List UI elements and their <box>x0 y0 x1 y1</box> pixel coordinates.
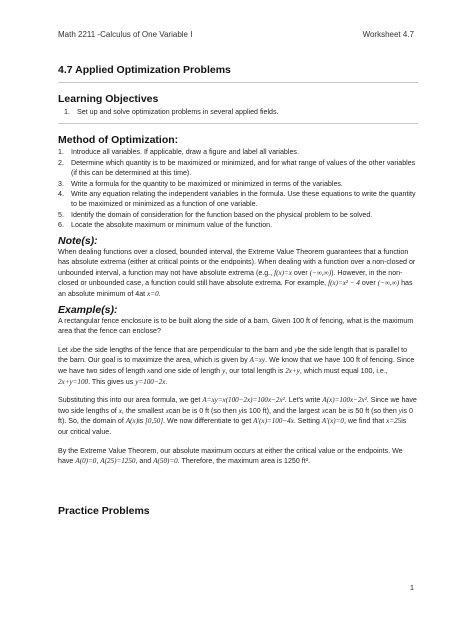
text: , <box>96 457 99 466</box>
text: . We now differentiate to get <box>163 417 252 426</box>
text: is <box>138 417 144 426</box>
note-text: has an absolute minimum of 4at <box>58 279 413 299</box>
text: . Therefore, the maximum area is 1250 ft². <box>177 457 311 466</box>
math-expression: A(x) <box>125 417 139 426</box>
note-text: over <box>361 279 376 288</box>
title-rule <box>58 82 418 83</box>
math-variable: y <box>222 367 226 375</box>
math-expression: A=xy=x(100−2x)=100x−2x² <box>202 396 285 405</box>
item-text: Determine which quantity is to be maximized or minimized, and for what range of values of the other variables (if this can be determined at this time). <box>71 158 416 178</box>
math-expression: [0,50] <box>145 417 164 426</box>
math-expression: A(x)=100x−2x² <box>322 396 367 405</box>
learning-list <box>64 107 418 117</box>
example-problem: A rectangular fence enclosure is to be built along the side of a barn. Given 100 ft of fencing, what is the maximum area that the fence can enclose? <box>58 316 414 336</box>
text: be the side lengths of the fence that are perpendicular to the barn and <box>73 345 293 354</box>
text: . This gives us <box>88 377 134 386</box>
math-expression: x=25 <box>386 417 402 426</box>
text: Substituting this into our area formula, we get <box>58 396 201 405</box>
text: . Let's write <box>284 396 321 405</box>
item-text: Identify the domain of consideration for the function based on the physical problem to be solved. <box>71 210 373 219</box>
math-expression: (−∞,∞) <box>309 268 332 277</box>
item-number: 1. <box>64 108 70 116</box>
item-number: 1. <box>58 148 64 157</box>
list-item <box>64 107 418 117</box>
header-worksheet: Worksheet 4.7 <box>362 30 414 39</box>
practice-heading: Practice Problems <box>58 504 150 517</box>
text: can be is 50 ft (so then <box>325 406 397 415</box>
math-expression: (−∞,∞) <box>377 279 400 288</box>
text: , which must equal 100, i.e., <box>299 367 388 375</box>
math-expression: f(x)=x² − 4 <box>328 279 360 288</box>
page-body <box>58 64 418 517</box>
math-expression: A(0)=0 <box>75 457 97 466</box>
example-solution-3 <box>58 446 418 467</box>
page-title: 4.7 Applied Optimization Problems <box>58 64 231 76</box>
example-heading: Example(s): <box>58 303 118 316</box>
math-expression: 2x+y=100 <box>58 377 89 386</box>
text: , and <box>135 457 152 466</box>
note-paragraph <box>58 247 418 300</box>
method-list <box>58 147 418 230</box>
note-heading: Note(s): <box>58 234 98 247</box>
list-item <box>58 158 418 179</box>
text: . <box>165 377 168 386</box>
math-expression: A=xy <box>249 356 266 365</box>
math-variable: x <box>69 345 74 354</box>
item-number: 6. <box>58 221 64 230</box>
text: , the smallest <box>121 406 164 415</box>
list-item <box>58 147 418 157</box>
math-expression: 2x+y <box>285 367 300 375</box>
item-number: 5. <box>58 210 64 219</box>
math-variable: y <box>238 406 242 415</box>
text: . Setting <box>293 417 320 426</box>
math-expression: A(25)=1250 <box>100 457 136 466</box>
item-text: Set up and solve optimization problems in several applied fields. <box>77 108 279 116</box>
math-expression: A(50)=0 <box>153 457 178 466</box>
example-solution-2 <box>58 395 418 437</box>
text: is our critical value. <box>58 417 407 436</box>
example-solution-1 <box>58 345 418 387</box>
math-variable: x <box>147 367 151 375</box>
math-variable: x <box>118 406 122 415</box>
note-text: When dealing functions over a closed, bounded interval, the Extreme Value Theorem guarantees that a function has absolute extrema (either at critical points or the endpoints). When dealing with a function over a non-closed or unbounded interval, a function may not have absolute extrema (e.g., <box>58 247 416 277</box>
text: be the side length that is parallel to the barn. Our goal is to maximize the area, which is given by <box>58 345 408 365</box>
item-text: Write a formula for the quantity to be maximized or minimized in terms of the variables. <box>71 179 343 188</box>
text: . We know that we have 100 ft of fencing. Since we have two sides of length <box>58 356 415 375</box>
math-expression: f(x)=x <box>274 268 292 277</box>
list-item <box>58 189 418 210</box>
page-number: 1 <box>409 583 414 592</box>
text: can be is 0 ft (so then <box>168 406 237 415</box>
text: . Since we have two side lengths of <box>58 396 417 415</box>
list-item <box>58 210 418 220</box>
item-text: Introduce all variables. If applicable, draw a figure and label all variables. <box>71 148 299 157</box>
note-text: . <box>158 290 161 299</box>
text: By the Extreme Value Theorem, our absolute maximum occurs at either the critical value or the endpoints. We have <box>58 446 403 466</box>
item-text: Write any equation relating the independent variables in the formula. Use these equations to write the quantity to be maximized or minimized as a function of one variable. <box>71 190 416 209</box>
math-expression: A′(x)=0 <box>321 417 344 426</box>
item-number: 3. <box>58 179 64 188</box>
note-text: ). However, in the non-closed or unbounded case, a function could still have absolute extrema. For example, <box>58 268 403 288</box>
learning-heading: Learning Objectives <box>58 93 159 105</box>
math-variable: x <box>321 406 326 415</box>
math-expression: A′(x)=100−4x <box>253 417 294 426</box>
text: and one side of length <box>150 367 221 375</box>
note-text: over <box>293 268 308 277</box>
method-heading: Method of Optimization: <box>58 134 179 147</box>
math-expression: y=100−2x <box>135 377 166 386</box>
text: is 100 ft), and the largest <box>241 406 320 415</box>
math-variable: y <box>398 406 402 415</box>
header-course: Math 2211 -Calculus of One Variable I <box>58 30 193 39</box>
item-number: 2. <box>58 158 64 167</box>
text: , we find that <box>343 417 385 426</box>
text: Let <box>58 345 68 354</box>
item-text: Locate the absolute maximum or minimum value of the function. <box>71 221 273 230</box>
item-number: 4. <box>58 190 64 199</box>
text: , our total length is <box>225 367 284 375</box>
math-variable: x <box>165 406 169 415</box>
math-expression: x=0 <box>147 290 159 299</box>
list-item <box>58 179 418 189</box>
section-rule <box>58 123 418 124</box>
math-variable: y <box>294 345 298 354</box>
list-item <box>58 220 418 230</box>
text: is 0 ft). So, the domain of <box>58 406 413 426</box>
